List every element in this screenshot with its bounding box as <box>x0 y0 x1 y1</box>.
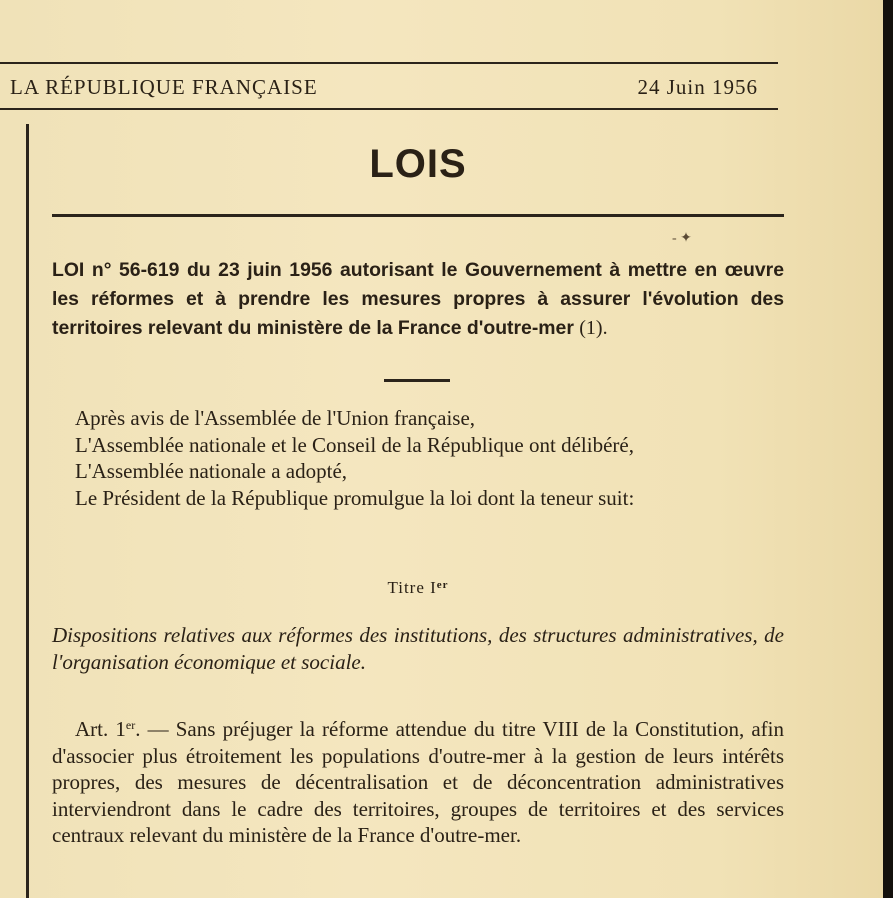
article-superscript: er <box>125 718 136 732</box>
footnote-reference: (1). <box>579 317 608 339</box>
law-heading-text: LOI n° 56-619 du 23 juin 1956 autorisant le Gouvernement à mettre en œuvre les réformes et à prendre les mesures propres à assurer l'évolution des territoires relevant du ministère de la France d'outre-mer <box>52 259 784 339</box>
short-rule <box>384 379 450 382</box>
preamble <box>52 405 784 511</box>
preamble-line: Le Président de la République promulgue la loi dont la teneur suit: <box>75 485 635 510</box>
titre-heading <box>52 578 784 598</box>
titre-subtitle: Dispositions relatives aux réformes des institutions, des structures administratives, de l'organisation économique et sociale. <box>52 623 784 674</box>
titre-label: Titre I <box>387 578 437 597</box>
top-rule <box>0 62 778 64</box>
preamble-line: L'Assemblée nationale a adopté, <box>75 459 348 483</box>
article-1 <box>52 712 784 849</box>
ornament-icon: - ✦ <box>672 231 692 246</box>
article-text: . — Sans préjuger la réforme attendue du titre VIII de la Constitution, afin d'associer plus étroitement les populations d'outre-mer à la gestion de leurs intérêts propres, des mesures de décentralisation et de déconcentration administratives interviendront dans le cadre des territoires, groupes de territoires et des services centraux relevant du ministère de la France d'outre-mer. <box>52 717 784 847</box>
preamble-line: Après avis de l'Assemblée de l'Union française, <box>75 406 476 430</box>
scan-edge <box>883 0 893 898</box>
titre-superscript: er <box>436 579 449 591</box>
preamble-line: L'Assemblée nationale et le Conseil de la République ont délibéré, <box>75 432 634 457</box>
publication-date: 24 Juin 1956 <box>637 75 758 99</box>
title-rule <box>52 214 784 217</box>
column-divider <box>26 124 29 898</box>
page-header <box>0 72 770 100</box>
publication-name: LA RÉPUBLIQUE FRANÇAISE <box>10 75 318 99</box>
section-title: LOIS <box>369 142 467 186</box>
law-heading <box>52 256 784 343</box>
header-rule <box>0 108 778 110</box>
article-label: Art. 1 <box>75 717 126 741</box>
